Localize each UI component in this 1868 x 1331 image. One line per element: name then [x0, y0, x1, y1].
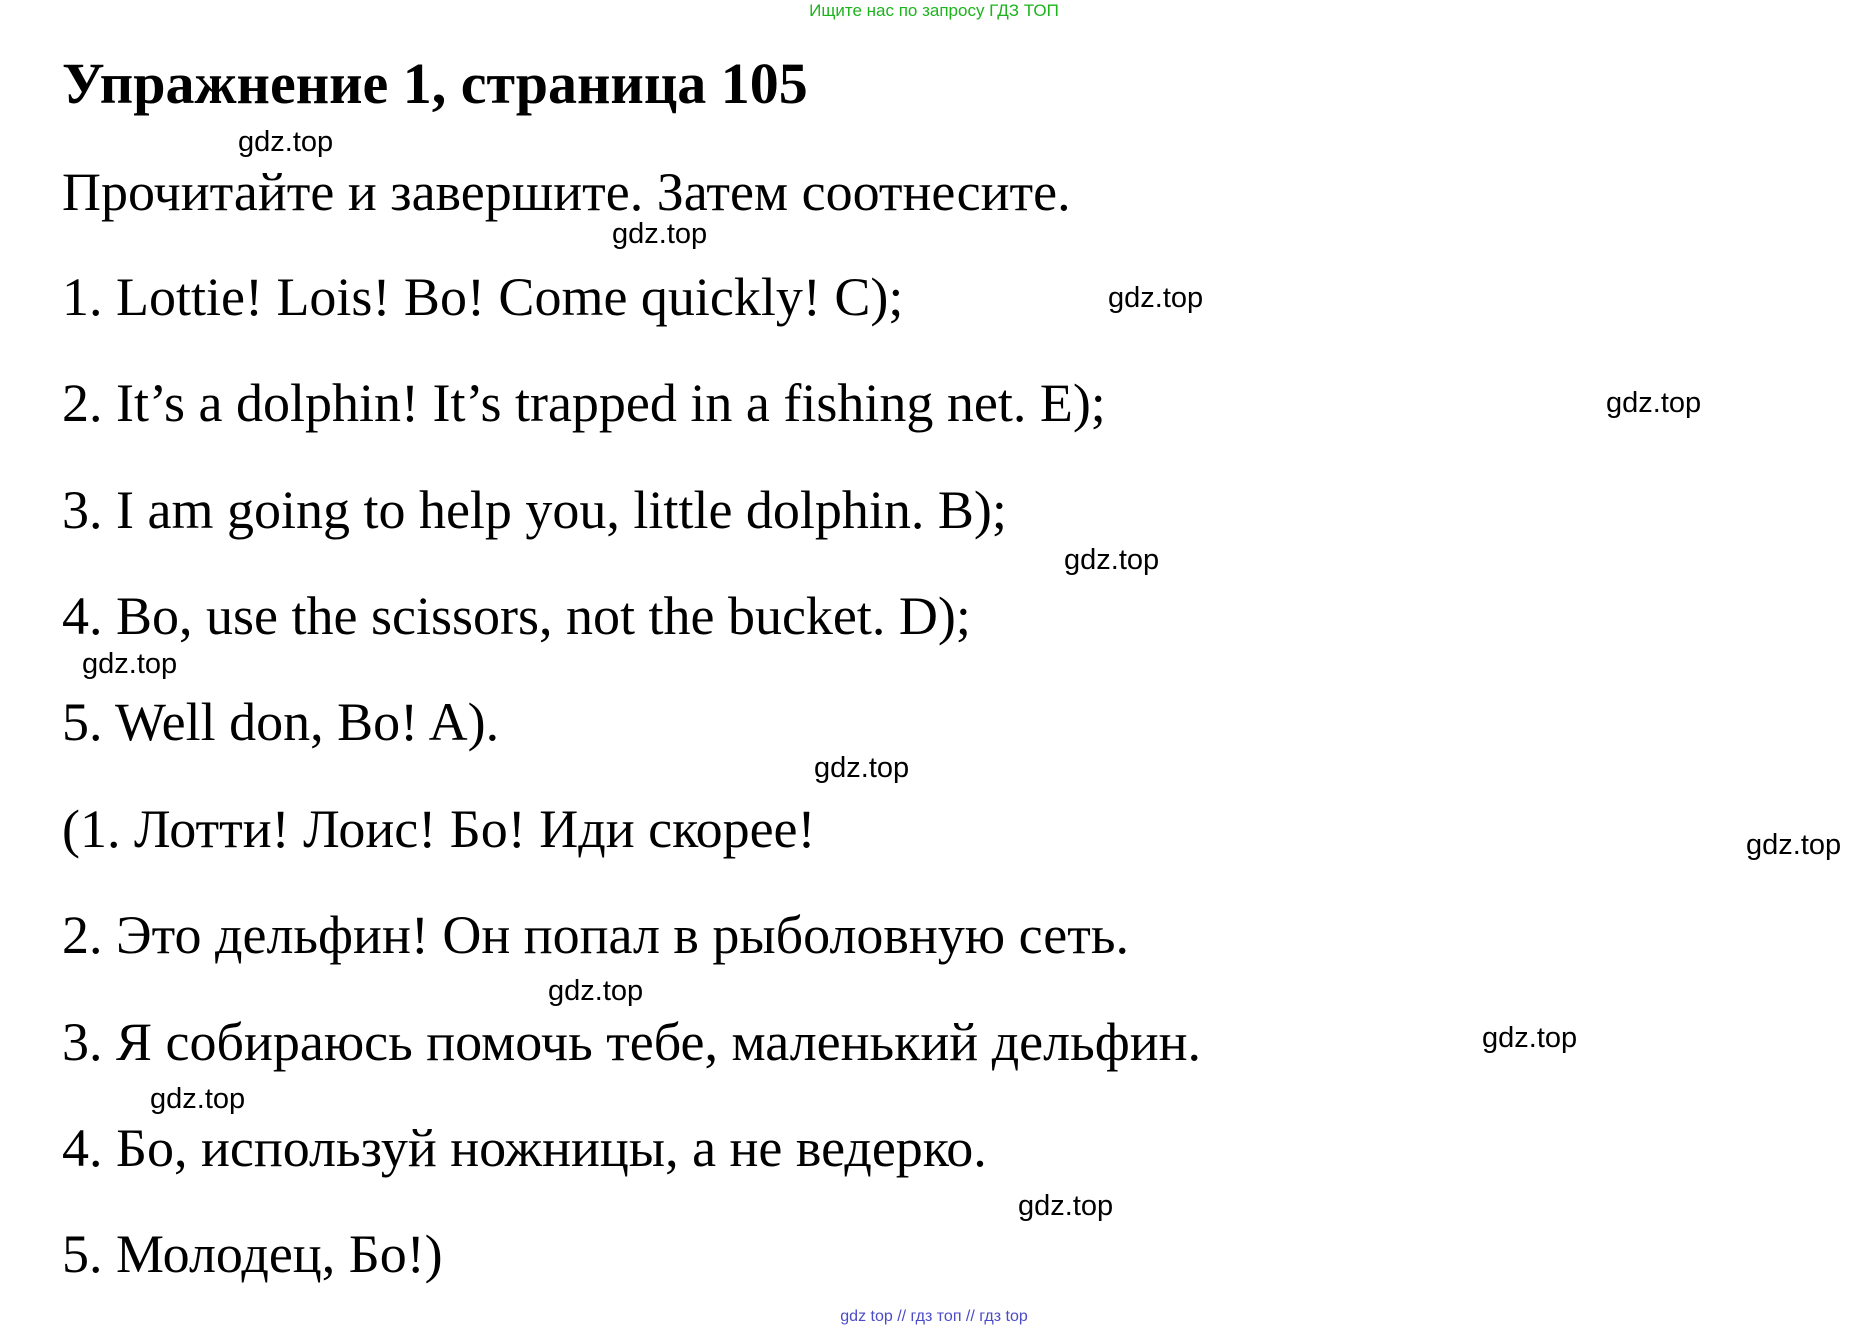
watermark: gdz.top — [1746, 829, 1842, 861]
watermark: gdz.top — [1018, 1190, 1114, 1222]
page-title: Упражнение 1, страница 105 — [62, 51, 808, 116]
answer-line-3: 3. I am going to help you, little dolphin. B); — [62, 480, 1007, 540]
watermark: gdz.top — [548, 975, 644, 1007]
instruction-text: Прочитайте и завершите. Затем соотнесите. — [62, 162, 1071, 222]
watermark: gdz.top — [1064, 544, 1160, 576]
watermark: gdz.top — [238, 126, 334, 158]
watermark: gdz.top — [612, 218, 708, 250]
translation-line-2: 2. Это дельфин! Он попал в рыболовную сеть. — [62, 905, 1129, 965]
watermark: gdz.top — [82, 648, 178, 680]
watermark: gdz.top — [1482, 1022, 1578, 1054]
watermark: gdz.top — [1108, 282, 1204, 314]
translation-line-4: 4. Бо, используй ножницы, а не ведерко. — [62, 1118, 987, 1178]
top-banner: Ищите нас по запросу ГДЗ ТОП — [809, 1, 1059, 20]
answer-line-4: 4. Bo, use the scissors, not the bucket. D); — [62, 586, 971, 646]
watermark: gdz.top — [1606, 387, 1702, 419]
watermark: gdz.top — [150, 1083, 246, 1115]
answer-line-2: 2. It’s a dolphin! It’s trapped in a fishing net. E); — [62, 373, 1106, 433]
translation-line-5: 5. Молодец, Бо!) — [62, 1224, 443, 1284]
translation-line-3: 3. Я собираюсь помочь тебе, маленький дельфин. — [62, 1012, 1202, 1072]
answer-line-5: 5. Well don, Bo! A). — [62, 692, 500, 752]
watermark: gdz.top — [814, 752, 910, 784]
footer-watermark: gdz top // гдз топ // гдз top — [840, 1308, 1028, 1325]
answer-line-1: 1. Lottie! Lois! Bo! Come quickly! C); — [62, 267, 904, 327]
translation-line-1: (1. Лотти! Лоис! Бо! Иди скорее! — [62, 799, 816, 859]
